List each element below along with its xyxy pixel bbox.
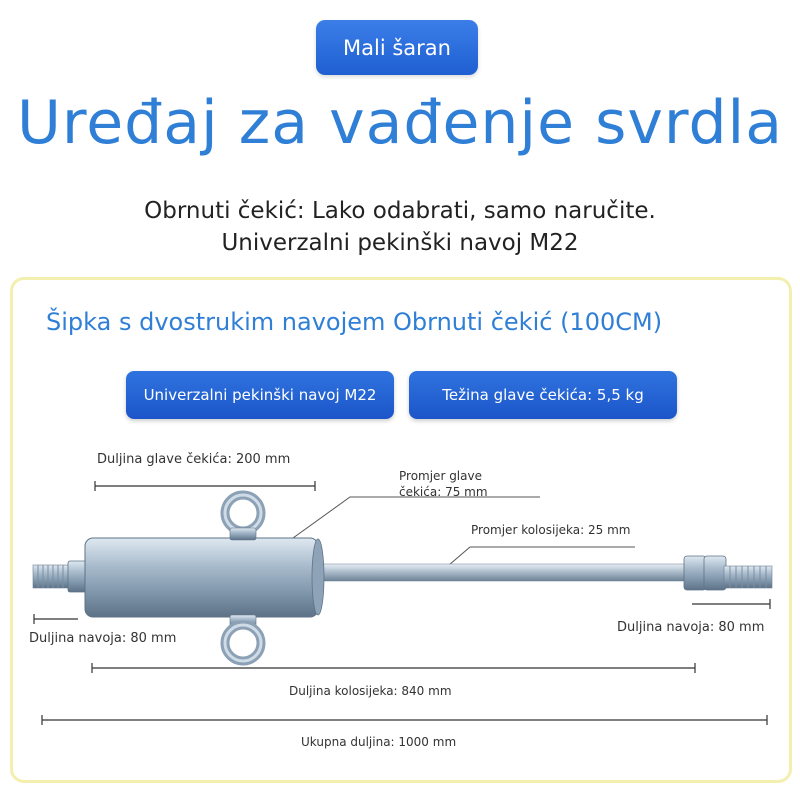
- head-diameter-label-line1: Promjer glave: [399, 469, 482, 483]
- page-title: Uređaj za vađenje svrdla: [17, 88, 783, 158]
- card-title: Šipka s dvostrukim navojem Obrnuti čekić (100CM): [46, 308, 663, 336]
- hammer-head: [85, 538, 318, 617]
- right-thread: [684, 556, 772, 590]
- bottom-eye-bolt: [225, 615, 261, 661]
- rod-length-label: Duljina kolosijeka: 840 mm: [289, 684, 452, 698]
- head-length-label: Duljina glave čekića: 200 mm: [97, 452, 291, 467]
- thread-right-label: Duljina navoja: 80 mm: [617, 620, 765, 635]
- weight-spec-badge: Težina glave čekića: 5,5 kg: [409, 371, 677, 419]
- brand-badge: Mali šaran: [316, 20, 478, 75]
- rod-diameter-label: Promjer kolosijeka: 25 mm: [471, 523, 631, 537]
- head-diameter-label-line2: čekića: 75 mm: [399, 485, 488, 499]
- thread-spec-badge: Univerzalni pekinški navoj M22: [126, 371, 394, 419]
- rod: [300, 564, 700, 581]
- subtitle-line-1: Obrnuti čekić: Lako odabrati, samo naručite.: [144, 198, 656, 224]
- thread-left-label: Duljina navoja: 80 mm: [29, 631, 177, 646]
- subtitle-line-2: Univerzalni pekinški navoj M22: [221, 230, 579, 256]
- total-length-label: Ukupna duljina: 1000 mm: [301, 735, 457, 749]
- top-eye-bolt: [225, 495, 261, 540]
- left-thread: [33, 561, 88, 592]
